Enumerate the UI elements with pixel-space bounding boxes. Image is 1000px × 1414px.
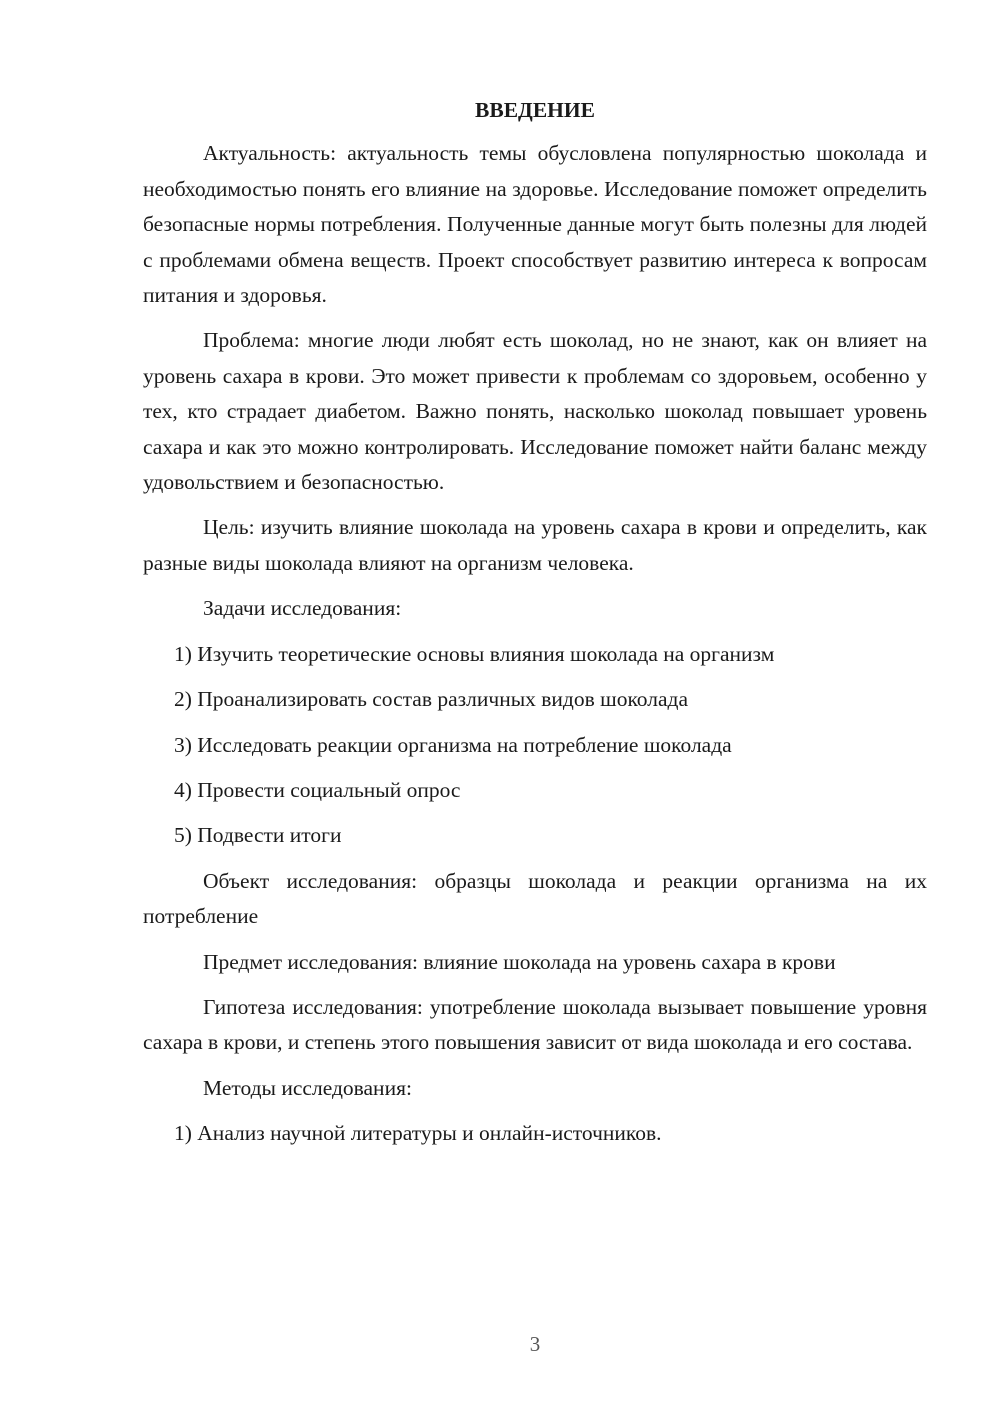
tasks-heading: Задачи исследования: [203,596,402,621]
methods-heading: Методы исследования: [203,1075,412,1100]
relevance-paragraph: Актуальность: актуальность темы обусловлена популярностью шоколада и необходимостью понять его влияние на здоровье. Исследование поможет определить безопасные нормы потребления. Полученные данные могут быть полезны для людей с проблемами обмена веществ. Проект способствует развитию интереса к вопросам питания и здоровья. [143,141,927,308]
list-item: 1) Изучить теоретические основы влияния шоколада на организм [174,641,775,666]
list-item: 1) Анализ научной литературы и онлайн-источников. [174,1121,662,1146]
list-item: 2) Проанализировать состав различных видов шоколада [174,687,689,712]
list-item: 3) Исследовать реакции организма на потребление шоколада [174,732,732,757]
goal-paragraph: Цель: изучить влияние шоколада на уровень сахара в крови и определить, как разные виды шоколада влияют на организм человека. [143,515,927,575]
hypothesis-paragraph: Гипотеза исследования: употребление шоколада вызывает повышение уровня сахара в крови, и степень этого повышения зависит от вида шоколада и его состава. [143,994,927,1055]
page-content [143,93,927,1162]
problem-paragraph: Проблема: многие люди любят есть шоколад, но не знают, как он влияет на уровень сахара в крови. Это может привести к проблемам со здоровьем, особенно у тех, кто страдает диабетом. Важно понять, насколько шоколад повышает уровень сахара и как это можно контролировать. Исследование поможет найти баланс между удовольствием и безопасностью. [143,328,927,495]
tasks-list [143,637,927,854]
methods-list [143,1116,927,1151]
list-item: 5) Подвести итоги [174,823,342,848]
object-paragraph: Объект исследования: образцы шоколада и реакции организма на их потребление [143,868,927,929]
subject-paragraph: Предмет исследования: влияние шоколада на уровень сахара в крови [203,949,836,974]
section-heading: ВВЕДЕНИЕ [475,98,595,122]
list-item: 4) Провести социальный опрос [174,777,461,802]
page-number: 3 [529,1332,541,1356]
